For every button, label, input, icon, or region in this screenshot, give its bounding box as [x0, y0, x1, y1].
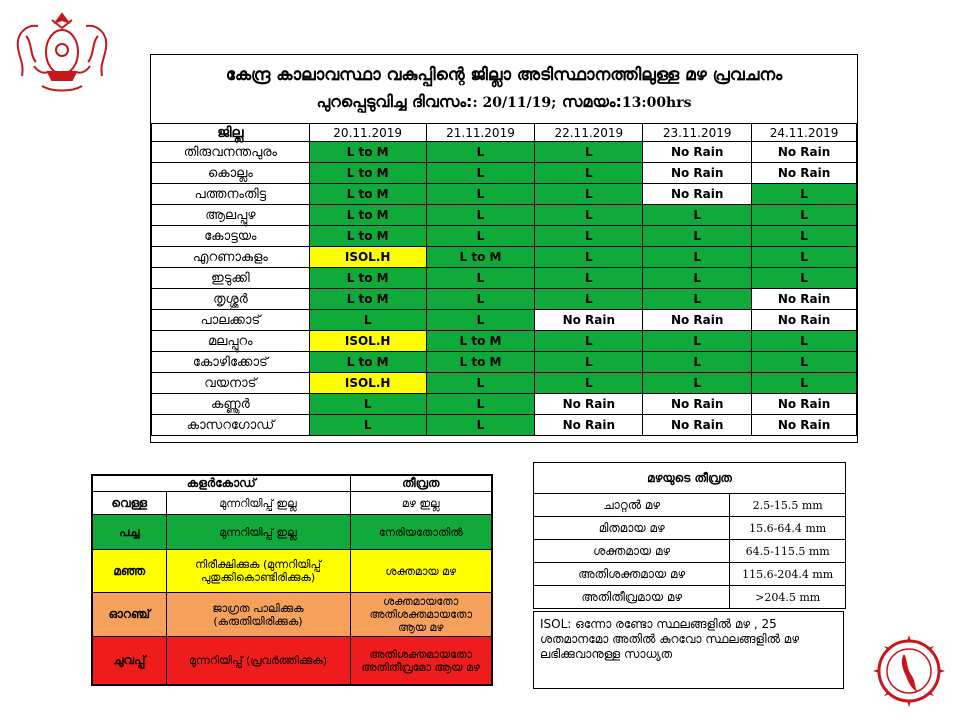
- kerala-disaster-management-logo-icon: [868, 632, 950, 710]
- forecast-cell: L: [752, 352, 857, 373]
- table-row: [152, 415, 857, 436]
- forecast-cell: ISOL.H: [309, 331, 426, 352]
- district-name: കണ്ണൂർ: [152, 394, 310, 415]
- alert-meaning: മുന്നറിയിപ്പ് ഇല്ല: [166, 515, 350, 550]
- forecast-cell: L to M: [309, 226, 426, 247]
- forecast-cell: L to M: [426, 247, 535, 268]
- forecast-cell: L: [752, 373, 857, 394]
- intensity-label: മിതമായ മഴ: [534, 517, 730, 540]
- forecast-cell: L: [643, 247, 752, 268]
- forecast-header-row: [152, 124, 857, 142]
- rain-intensity-table: [533, 462, 846, 609]
- table-row: [152, 373, 857, 394]
- forecast-table: [151, 123, 857, 436]
- table-row: [152, 268, 857, 289]
- forecast-cell: No Rain: [752, 310, 857, 331]
- forecast-cell: L to M: [309, 352, 426, 373]
- intensity-label: അതിതീവ്രമായ മഴ: [534, 586, 730, 609]
- forecast-cell: L: [426, 163, 535, 184]
- date-header: 24.11.2019: [752, 124, 857, 142]
- table-row: [152, 184, 857, 205]
- forecast-cell: L: [535, 373, 643, 394]
- forecast-cell: L: [309, 310, 426, 331]
- forecast-cell: No Rain: [752, 394, 857, 415]
- forecast-cell: L: [426, 226, 535, 247]
- table-row: [152, 205, 857, 226]
- forecast-cell: No Rain: [643, 163, 752, 184]
- forecast-cell: L: [752, 184, 857, 205]
- table-row: [152, 163, 857, 184]
- forecast-cell: L: [643, 205, 752, 226]
- color-code-table: [91, 474, 493, 686]
- forecast-cell: No Rain: [643, 310, 752, 331]
- intensity-row: [534, 540, 846, 563]
- forecast-cell: L: [535, 163, 643, 184]
- forecast-cell: L: [643, 331, 752, 352]
- forecast-cell: L: [752, 268, 857, 289]
- district-name: വയനാട്: [152, 373, 310, 394]
- forecast-cell: L: [535, 268, 643, 289]
- forecast-cell: L: [426, 142, 535, 163]
- date-header: 21.11.2019: [426, 124, 535, 142]
- color-code-header-row: [92, 475, 492, 492]
- alert-meaning: നിരീക്ഷിക്കുക (മുന്നറിയിപ്പ് പുതുക്കികൊണ്ടിരിക്കുക): [166, 550, 350, 593]
- intensity-title: മഴയുടെ തീവ്രത: [534, 463, 846, 494]
- color-name: ഓറഞ്ച്: [92, 593, 166, 637]
- intensity-row: [534, 563, 846, 586]
- date-header: 20.11.2019: [309, 124, 426, 142]
- forecast-cell: L to M: [309, 163, 426, 184]
- forecast-cell: L: [535, 205, 643, 226]
- color-code-row: [92, 550, 492, 593]
- forecast-cell: L to M: [426, 352, 535, 373]
- table-row: [152, 289, 857, 310]
- district-header: ജില്ല: [152, 124, 310, 142]
- district-name: എറണാകുളം: [152, 247, 310, 268]
- district-name: കോട്ടയം: [152, 226, 310, 247]
- forecast-cell: L to M: [426, 331, 535, 352]
- intensity-range: 64.5-115.5 mm: [730, 540, 846, 563]
- date-header: 22.11.2019: [535, 124, 643, 142]
- severity-text: അതിശക്തമായതോ അതിതീവ്രമോ ആയ മഴ: [350, 637, 492, 686]
- forecast-cell: L: [535, 247, 643, 268]
- forecast-cell: L: [426, 310, 535, 331]
- forecast-header: [151, 55, 857, 123]
- intensity-header-row: [534, 463, 846, 494]
- forecast-cell: L to M: [309, 289, 426, 310]
- forecast-cell: ISOL.H: [309, 373, 426, 394]
- forecast-cell: L: [643, 373, 752, 394]
- forecast-cell: L: [535, 184, 643, 205]
- intensity-row: [534, 517, 846, 540]
- alert-meaning: മുന്നറിയിപ്പ് (പ്രവർത്തിക്കുക): [166, 637, 350, 686]
- district-name: പത്തനംതിട്ട: [152, 184, 310, 205]
- forecast-cell: No Rain: [752, 163, 857, 184]
- severity-text: മഴ ഇല്ല: [350, 492, 492, 515]
- table-row: [152, 331, 857, 352]
- district-name: പാലക്കാട്: [152, 310, 310, 331]
- issued-info: [151, 92, 857, 112]
- intensity-range: 2.5-15.5 mm: [730, 494, 846, 517]
- intensity-range: 115.6-204.4 mm: [730, 563, 846, 586]
- district-name: കാസറഗോഡ്: [152, 415, 310, 436]
- forecast-cell: L: [535, 142, 643, 163]
- date-header: 23.11.2019: [643, 124, 752, 142]
- forecast-cell: No Rain: [535, 394, 643, 415]
- district-name: കോഴിക്കോട്: [152, 352, 310, 373]
- published-label: പുറപ്പെടുവിച്ച ദിവസം:: [316, 92, 473, 111]
- forecast-cell: L: [309, 394, 426, 415]
- table-row: [152, 247, 857, 268]
- forecast-cell: L: [426, 184, 535, 205]
- table-row: [152, 226, 857, 247]
- forecast-cell: L: [426, 415, 535, 436]
- time-label: സമയം:: [556, 92, 622, 111]
- color-code-row: [92, 593, 492, 637]
- intensity-row: [534, 586, 846, 609]
- forecast-cell: No Rain: [535, 415, 643, 436]
- forecast-cell: No Rain: [643, 394, 752, 415]
- forecast-cell: L: [426, 289, 535, 310]
- forecast-cell: L: [535, 289, 643, 310]
- intensity-range: 15.6-64.4 mm: [730, 517, 846, 540]
- forecast-cell: L: [426, 373, 535, 394]
- forecast-cell: No Rain: [643, 415, 752, 436]
- table-row: [152, 310, 857, 331]
- district-name: മലപ്പുറം: [152, 331, 310, 352]
- rain-intensity-panel: [533, 462, 846, 691]
- page-title: കേന്ദ്ര കാലാവസ്ഥാ വകുപ്പിന്റെ ജില്ലാ അടിസ്ഥാനത്തിലുള്ള മഴ പ്രവചനം: [225, 65, 783, 85]
- district-forecast-panel: [150, 54, 858, 443]
- district-name: കൊല്ലം: [152, 163, 310, 184]
- table-row: [152, 394, 857, 415]
- time-value: 13:00hrs: [621, 95, 692, 111]
- forecast-cell: L to M: [309, 268, 426, 289]
- district-name: തിരുവനന്തപുരം: [152, 142, 310, 163]
- color-code-row: [92, 515, 492, 550]
- color-code-header: കളർകോഡ്: [92, 475, 350, 492]
- forecast-cell: L: [643, 289, 752, 310]
- forecast-cell: No Rain: [752, 142, 857, 163]
- alert-meaning: ജാഗ്രത പാലിക്കുക (കരുതിയിരിക്കുക): [166, 593, 350, 637]
- forecast-cell: L: [643, 352, 752, 373]
- forecast-cell: L: [643, 226, 752, 247]
- intensity-label: ചാറ്റൽ മഴ: [534, 494, 730, 517]
- alert-meaning: മുന്നറിയിപ്പ് ഇല്ല: [166, 492, 350, 515]
- forecast-cell: L: [752, 205, 857, 226]
- severity-text: നേരിയതോതിൽ: [350, 515, 492, 550]
- intensity-label: അതിശക്തമായ മഴ: [534, 563, 730, 586]
- table-row: [152, 142, 857, 163]
- forecast-cell: L to M: [309, 205, 426, 226]
- forecast-cell: No Rain: [752, 415, 857, 436]
- forecast-cell: L: [309, 415, 426, 436]
- color-name: വെള്ള: [92, 492, 166, 515]
- forecast-cell: L: [426, 394, 535, 415]
- forecast-cell: L: [535, 352, 643, 373]
- forecast-cell: L: [752, 331, 857, 352]
- district-name: തൃശ്ശൂർ: [152, 289, 310, 310]
- table-row: [152, 352, 857, 373]
- forecast-cell: ISOL.H: [309, 247, 426, 268]
- forecast-cell: No Rain: [643, 184, 752, 205]
- forecast-cell: L: [752, 226, 857, 247]
- color-name: പച്ച: [92, 515, 166, 550]
- forecast-cell: L: [426, 268, 535, 289]
- color-name: ചുവപ്പ്: [92, 637, 166, 686]
- severity-header: തീവ്രത: [350, 475, 492, 492]
- intensity-label: ശക്തമായ മഴ: [534, 540, 730, 563]
- isol-note: ISOL: ഒന്നോ രണ്ടോ സ്ഥലങ്ങളിൽ മഴ , 25 ശതമാനമോ അതിൽ കുറവോ സ്ഥലങ്ങളിൽ മഴ ലഭിക്കുവാനുള്ള സാധ്യത: [533, 611, 844, 689]
- color-code-row: [92, 492, 492, 515]
- color-code-row: [92, 637, 492, 686]
- severity-text: ശക്തമായതോ അതിശക്തമായതോ ആയ മഴ: [350, 593, 492, 637]
- color-name: മഞ്ഞ: [92, 550, 166, 593]
- forecast-cell: L: [535, 331, 643, 352]
- district-name: ഇടുക്കി: [152, 268, 310, 289]
- forecast-cell: L: [643, 268, 752, 289]
- kerala-state-emblem-icon: [8, 6, 116, 98]
- intensity-range: >204.5 mm: [730, 586, 846, 609]
- severity-text: ശക്തമായ മഴ: [350, 550, 492, 593]
- intensity-row: [534, 494, 846, 517]
- forecast-cell: L: [426, 205, 535, 226]
- published-date: : 20/11/19;: [472, 95, 557, 111]
- forecast-cell: L to M: [309, 142, 426, 163]
- forecast-cell: No Rain: [643, 142, 752, 163]
- forecast-cell: L to M: [309, 184, 426, 205]
- district-name: ആലപ്പുഴ: [152, 205, 310, 226]
- forecast-cell: No Rain: [752, 289, 857, 310]
- forecast-cell: L: [535, 226, 643, 247]
- forecast-cell: No Rain: [535, 310, 643, 331]
- forecast-cell: L: [752, 247, 857, 268]
